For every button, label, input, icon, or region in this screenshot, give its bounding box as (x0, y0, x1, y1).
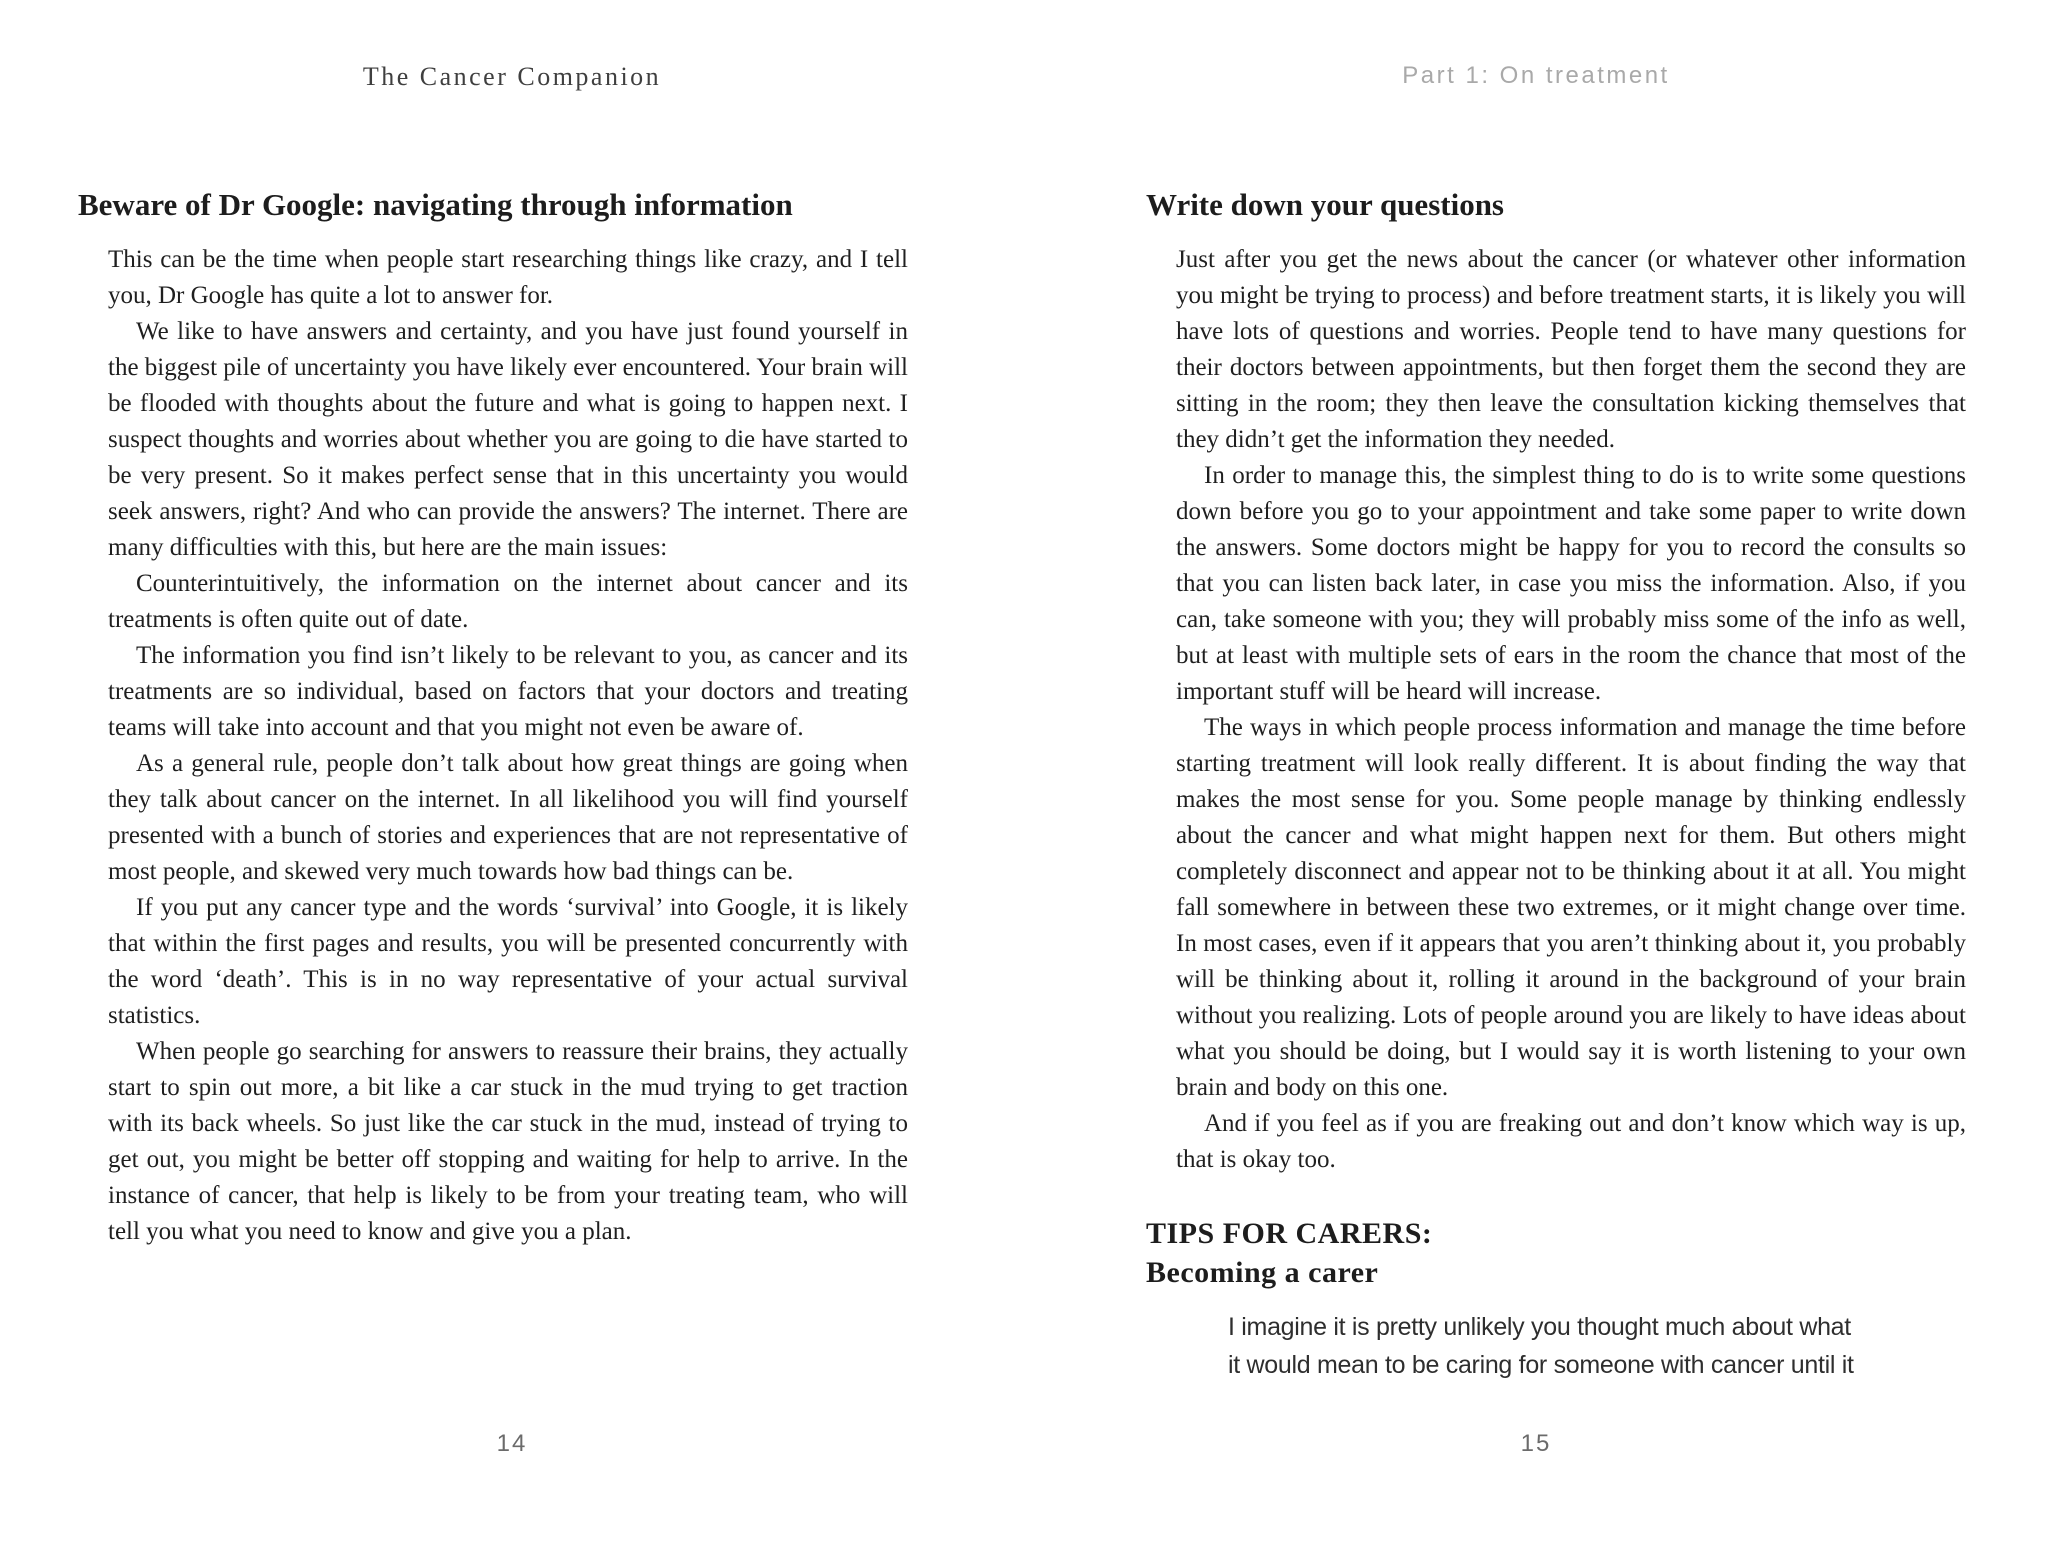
page-number-right: 15 (1520, 1430, 1552, 1457)
paragraph: If you put any cancer type and the words ‘survival’ into Google, it is likely that within the first pages and results, you will be presented concurrently with the word ‘death’. This is in no way representative of your actual survival statistics. (108, 894, 908, 1029)
page-left-content (78, 186, 912, 1250)
paragraph: And if you feel as if you are freaking out and don’t know which way is up, that is okay too. (1176, 1110, 1966, 1173)
paragraph: When people go searching for answers to reassure their brains, they actually start to spin out more, a bit like a car stuck in the mud trying to get traction with its back wheels. So just like the car stuck in the mud, instead of trying to get out, you might be better off stopping and waiting for help to arrive. In the instance of cancer, that help is likely to be from your treating team, who will tell you what you need to know and give you a plan. (108, 1038, 908, 1245)
paragraph: In order to manage this, the simplest thing to do is to write some questions down before you go to your appointment and take some paper to write down the answers. Some doctors might be happy for you to record the consults so that you can listen back later, in case you miss the information. Also, if you can, take someone with you; they will probably miss some of the info as well, but at least with multiple sets of ears in the room the chance that most of the important stuff will be heard will increase. (1176, 462, 1966, 705)
tips-heading-line1: TIPS FOR CARERS: (1146, 1217, 1433, 1250)
tips-body-line: it would mean to be caring for someone with cancer until it (1228, 1351, 1854, 1379)
section-heading-write-questions: Write down your questions (1146, 187, 1504, 222)
page-right-content (1146, 186, 1964, 1384)
paragraph: Counterintuitively, the information on the internet about cancer and its treatments is often quite out of date. (108, 570, 908, 633)
paragraph: Just after you get the news about the cancer (or whatever other information you might be trying to process) and before treatment starts, it is likely you will have lots of questions and worries. People tend to have many questions for their doctors between appointments, but then forget them the second they are sitting in the room; they then leave the consultation kicking themselves that they didn’t get the information they needed. (1176, 246, 1966, 453)
paragraph: As a general rule, people don’t talk about how great things are going when they talk about cancer on the internet. In all likelihood you will find yourself presented with a bunch of stories and experiences that are not representative of most people, and skewed very much towards how bad things can be. (108, 750, 908, 885)
tips-body (1228, 1308, 1964, 1384)
paragraph: This can be the time when people start researching things like crazy, and I tell you, Dr Google has quite a lot to answer for. (108, 246, 908, 309)
page-right (1024, 0, 2048, 1542)
page-right-body (1176, 242, 1966, 1178)
page-left-body (108, 242, 908, 1250)
tips-body-line: I imagine it is pretty unlikely you thought much about what (1228, 1313, 1851, 1341)
page-number-left: 14 (496, 1430, 528, 1457)
running-head-book-title: The Cancer Companion (362, 62, 662, 91)
paragraph: We like to have answers and certainty, and you have just found yourself in the biggest pile of uncertainty you have likely ever encountered. Your brain will be flooded with thoughts about the future and what is going to happen next. I suspect thoughts and worries about whether you are going to die have started to be very present. So it makes perfect sense that in this uncertainty you would seek answers, right? And who can provide the answers? The internet. There are many difficulties with this, but here are the main issues: (108, 318, 908, 561)
running-head-part-title: Part 1: On treatment (1402, 62, 1670, 89)
paragraph: The ways in which people process information and manage the time before starting treatment will look really different. It is about finding the way that makes the most sense for you. Some people manage by thinking endlessly about the cancer and what might happen next for them. But others might completely disconnect and appear not to be thinking about it at all. You might fall somewhere in between these two extremes, or it might change over time. In most cases, even if it appears that you aren’t thinking about it, you probably will be thinking about it, rolling it around in the background of your brain without you realizing. Lots of people around you are likely to have ideas about what you should be doing, but I would say it is worth listening to your own brain and body on this one. (1176, 714, 1966, 1101)
section-heading-dr-google: Beware of Dr Google: navigating through information (78, 187, 793, 222)
tips-for-carers-section (1146, 1214, 1964, 1384)
paragraph: The information you find isn’t likely to be relevant to you, as cancer and its treatments are so individual, based on factors that your doctors and treating teams will take into account and that you might not even be aware of. (108, 642, 908, 741)
tips-heading-line2: Becoming a carer (1146, 1256, 1379, 1289)
